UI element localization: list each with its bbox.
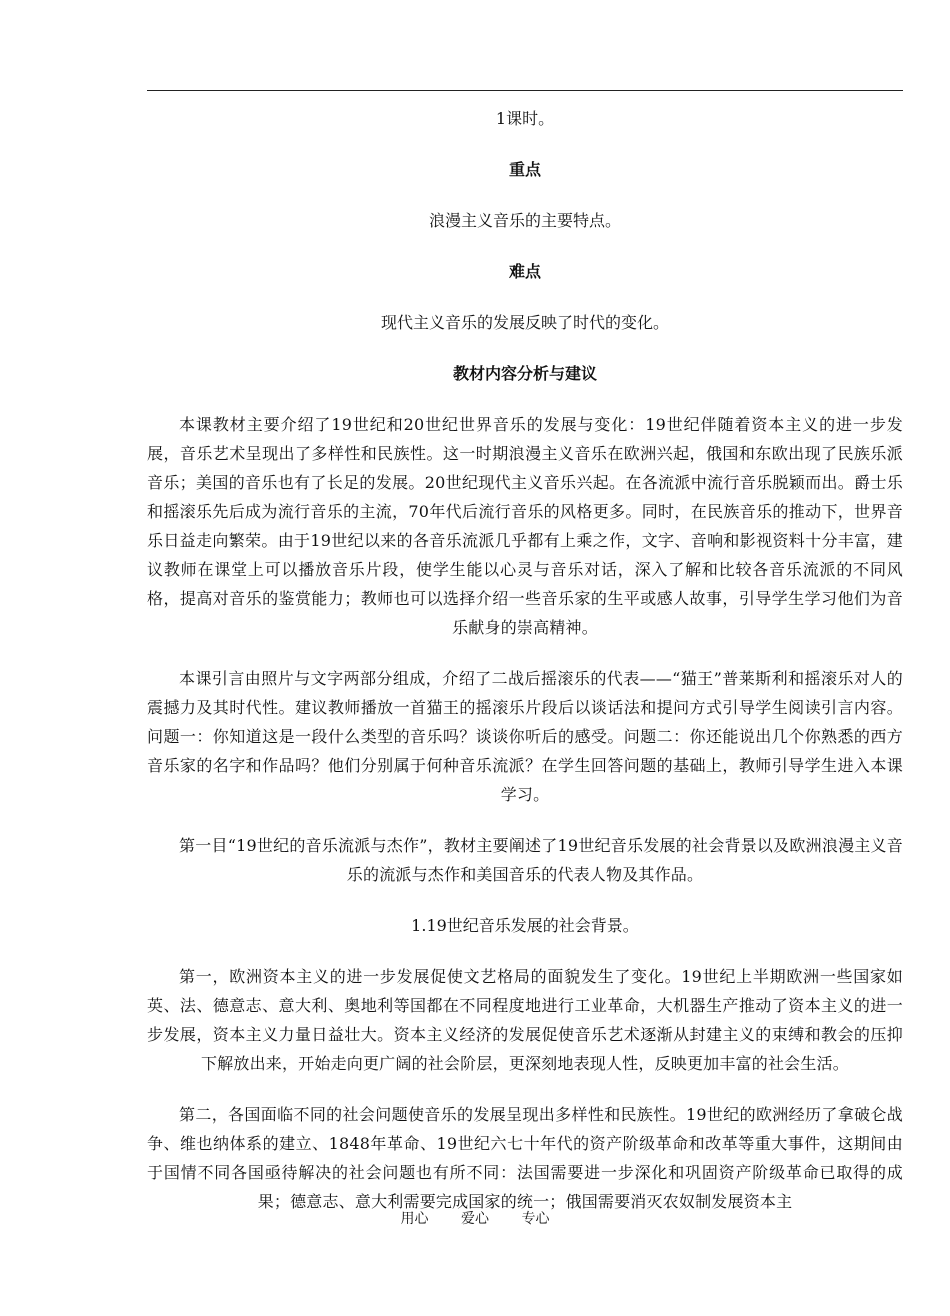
footer-word: 用心 (400, 1211, 429, 1227)
difficulty-heading: 难点 (508, 262, 541, 281)
key-point-text: 浪漫主义音乐的主要特点。 (428, 211, 621, 230)
page-footer (0, 1208, 950, 1228)
footer-word: 爱心 (461, 1211, 489, 1227)
paragraph-introduction: 本课引言由照片与文字两部分组成，介绍了二战后摇滚乐的代表——“猫王”普莱斯利和摇滚乐对人的震撼力及其时代性。建议教师播放一首猫王的摇滚乐片段后以谈话法和提问方式引导学生阅读引言内容。问题一：你知道这是一段什么类型的音乐吗？谈谈你听后的感受。问题二：你还能说出几个你熟悉的西方音乐家的名字和作品吗？他们分别属于何种音乐流派？在学生回答问题的基础上，教师引导学生进入本课学习。 (147, 669, 903, 804)
document-body (147, 104, 903, 1216)
paragraph-first-reason: 第一，欧洲资本主义的进一步发展促使文艺格局的面貌发生了变化。19世纪上半期欧洲一些国家如英、法、德意志、意大利、奥地利等国都在不同程度地进行工业革命，大机器生产推动了资本主义的进一步发展，资本主义力量日益壮大。资本主义经济的发展促使音乐艺术逐渐从封建主义的束缚和教会的压抑下解放出来，开始走向更广阔的社会阶层，更深刻地表现人性，反映更加丰富的社会生活。 (147, 967, 903, 1073)
paragraph-second-reason: 第二，各国面临不同的社会问题使音乐的发展呈现出多样性和民族性。19世纪的欧洲经历了拿破仑战争、维也纳体系的建立、1848年革命、19世纪六七十年代的资产阶级革命和改革等重大事件，这期间由于国情不同各国亟待解决的社会问题也有所不同：法国需要进一步深化和巩固资产阶级革命已取得的成果；德意志、意大利需要完成国家的统一；俄国需要消灭农奴制发展资本主 (147, 1105, 903, 1211)
key-point-heading: 重点 (508, 160, 541, 179)
header-rule (147, 90, 903, 91)
section-heading-background: 1.19世纪音乐发展的社会背景。 (411, 916, 639, 935)
difficulty-text: 现代主义音乐的发展反映了时代的变化。 (380, 313, 669, 332)
paragraph-section-one: 第一目“19世纪的音乐流派与杰作”，教材主要阐述了19世纪音乐发展的社会背景以及欧洲浪漫主义音乐的流派与杰作和美国音乐的代表人物及其作品。 (179, 836, 903, 884)
footer-word: 专心 (521, 1211, 550, 1227)
class-hours: 1课时。 (495, 109, 555, 128)
paragraph-overview: 本课教材主要介绍了19世纪和20世纪世界音乐的发展与变化：19世纪伴随着资本主义的进一步发展，音乐艺术呈现出了多样性和民族性。这一时期浪漫主义音乐在欧洲兴起，俄国和东欧出现了民族乐派音乐；美国的音乐也有了长足的发展。20世纪现代主义音乐兴起。在各流派中流行音乐脱颖而出。爵士乐和摇滚乐先后成为流行音乐的主流，70年代后流行音乐的风格更多。同时，在民族音乐的推动下，世界音乐日益走向繁荣。由于19世纪以来的各音乐流派几乎都有上乘之作，文字、音响和影视资料十分丰富，建议教师在课堂上可以播放音乐片段，使学生能以心灵与音乐对话，深入了解和比较各音乐流派的不同风格，提高对音乐的鉴赏能力；教师也可以选择介绍一些音乐家的生平或感人故事，引导学生学习他们为音乐献身的崇高精神。 (147, 415, 903, 637)
analysis-heading: 教材内容分析与建议 (452, 364, 597, 383)
